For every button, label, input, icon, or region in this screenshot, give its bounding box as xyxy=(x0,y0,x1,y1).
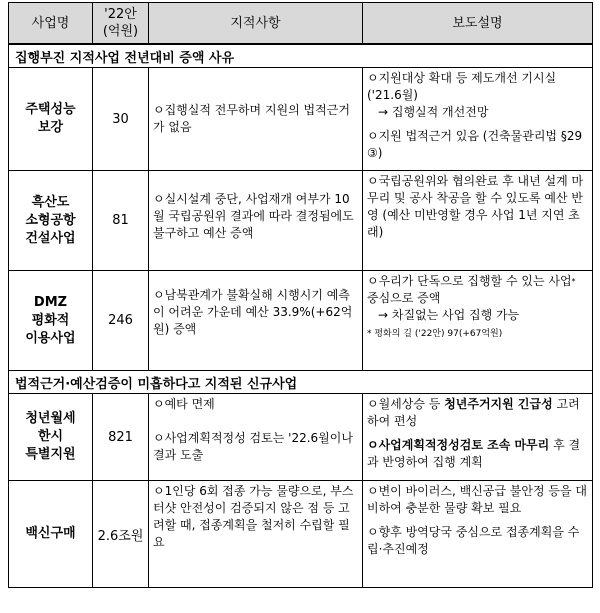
header-budget xyxy=(93,3,149,45)
issue-text: ㅇ사업계획적정성 검토는 '22.6월이나 결과 도출 xyxy=(153,431,353,462)
project-name xyxy=(9,68,93,171)
table-row xyxy=(9,481,593,588)
issue-cell xyxy=(149,481,363,588)
explanation-text-part: ㅇ월세상승 등 xyxy=(367,397,445,411)
issue-text: ㅇ남북관계가 불확실해 시행시기 예측이 어려운 가운데 예산 33.9%(+62억원) 증액 xyxy=(153,288,353,336)
project-name-line: 건설사업 xyxy=(25,230,76,246)
footnote-marker: * xyxy=(571,277,576,286)
project-name-line: 평화적 xyxy=(31,312,70,328)
project-name xyxy=(9,394,93,481)
project-name xyxy=(9,171,93,271)
budget-value: 81 xyxy=(93,171,149,271)
header-issue: 지적사항 xyxy=(149,3,363,45)
project-name: 백신구매 xyxy=(9,481,93,588)
explanation-arrow-text: → 차질없는 사업 집행 가능 xyxy=(378,308,520,322)
explanation-text: ㅇ지원대상 확대 등 제도개선 기시실('21.6월) xyxy=(367,71,557,102)
issue-cell xyxy=(149,68,363,171)
header-project-name: 사업명 xyxy=(9,3,93,45)
table-row xyxy=(9,171,593,271)
project-name-line: DMZ xyxy=(33,294,68,310)
explanation-text xyxy=(367,437,588,471)
project-name-line: 흑산도 xyxy=(31,194,70,210)
budget-value: 821 xyxy=(93,394,149,481)
issue-text: ㅇ예타 면제 xyxy=(153,397,215,411)
project-name-line: 이용사업 xyxy=(25,330,76,346)
section-row xyxy=(9,371,593,394)
section-title: 법적근거·예산검증이 미흡하다고 지적된 신규사업 xyxy=(9,371,593,394)
explanation-text: ㅇ지원 법적근거 있음 (건축물관리법 §29 ③) xyxy=(367,129,583,160)
explanation-arrow-text: → 집행실적 개선전망 xyxy=(378,105,489,119)
table-row xyxy=(9,68,593,171)
header-budget-year: '22안 xyxy=(104,7,137,22)
explanation-text xyxy=(367,273,588,307)
explanation-text-part: ㅇ우리가 단독으로 집행할 수 있는 사업 xyxy=(367,274,572,288)
project-name xyxy=(9,271,93,371)
project-name-line: 소형공항 xyxy=(25,212,76,228)
explanation-text-part: 고려하여 편성 xyxy=(367,397,580,428)
table-row xyxy=(9,271,593,371)
budget-value: 30 xyxy=(93,68,149,171)
issue-text: ㅇ집행실적 전무하며 지원의 법적근거가 없음 xyxy=(153,103,350,134)
explanation-bold-text: ㅇ사업계획적정성검토 조속 마무리 xyxy=(367,438,550,452)
header-explanation: 보도설명 xyxy=(363,3,593,45)
issue-cell xyxy=(149,171,363,271)
explanation-text xyxy=(367,396,588,430)
budget-value: 2.6조원 xyxy=(93,481,149,588)
section-row xyxy=(9,44,593,68)
footnote: * 평화의 길 ('22안) 97(+67억원) xyxy=(367,329,503,339)
budget-value: 246 xyxy=(93,271,149,371)
budget-table xyxy=(8,2,593,588)
explanation-cell xyxy=(363,68,593,171)
issue-text: ㅇ1인당 6회 접종 가능 물량으로, 부스터샷 안전성이 검증되지 않은 점 등 고려할 때, 접종계획을 철저히 수립할 필요 xyxy=(153,484,354,549)
explanation-bold-text: 청년주거지원 긴급성 xyxy=(444,397,553,411)
explanation-text: ㅇ향후 방역당국 중심으로 접종계획을 수립·추진예정 xyxy=(367,525,580,556)
explanation-cell xyxy=(363,271,593,371)
explanation-text: ㅇ국립공원위와 협의완료 후 내년 설계 마무리 및 공사 착공을 할 수 있도록 예산 반영 (예산 미반영할 경우 사업 1년 지연 초래) xyxy=(367,174,584,239)
header-budget-unit: (억원) xyxy=(102,24,139,39)
project-name-line: 청년월세 xyxy=(25,411,76,426)
issue-text: ㅇ실시설계 중단, 사업재개 여부가 10월 국립공원위 결과에 따라 결정됨에도 불구하고 예산 증액 xyxy=(153,192,354,240)
explanation-cell xyxy=(363,481,593,588)
explanation-text-part: 후 결과 반영하여 집행 계획 xyxy=(367,438,581,469)
project-name-line: 주택성능 xyxy=(25,102,76,117)
explanation-cell xyxy=(363,394,593,481)
explanation-text: ㅇ변이 바이러스, 백신공급 불안정 등을 대비하여 충분한 물량 확보 필요 xyxy=(367,484,587,515)
table-row xyxy=(9,394,593,481)
section-title: 집행부진 지적사업 전년대비 증액 사유 xyxy=(9,44,593,68)
header-row xyxy=(9,3,593,45)
explanation-cell xyxy=(363,171,593,271)
project-name-line: 보강 xyxy=(37,120,64,135)
issue-cell xyxy=(149,394,363,481)
project-name-line: 특별지원 xyxy=(25,447,76,462)
explanation-text-part: 중심으로 증액 xyxy=(367,291,441,305)
issue-cell xyxy=(149,271,363,371)
project-name-line: 한시 xyxy=(37,429,64,444)
